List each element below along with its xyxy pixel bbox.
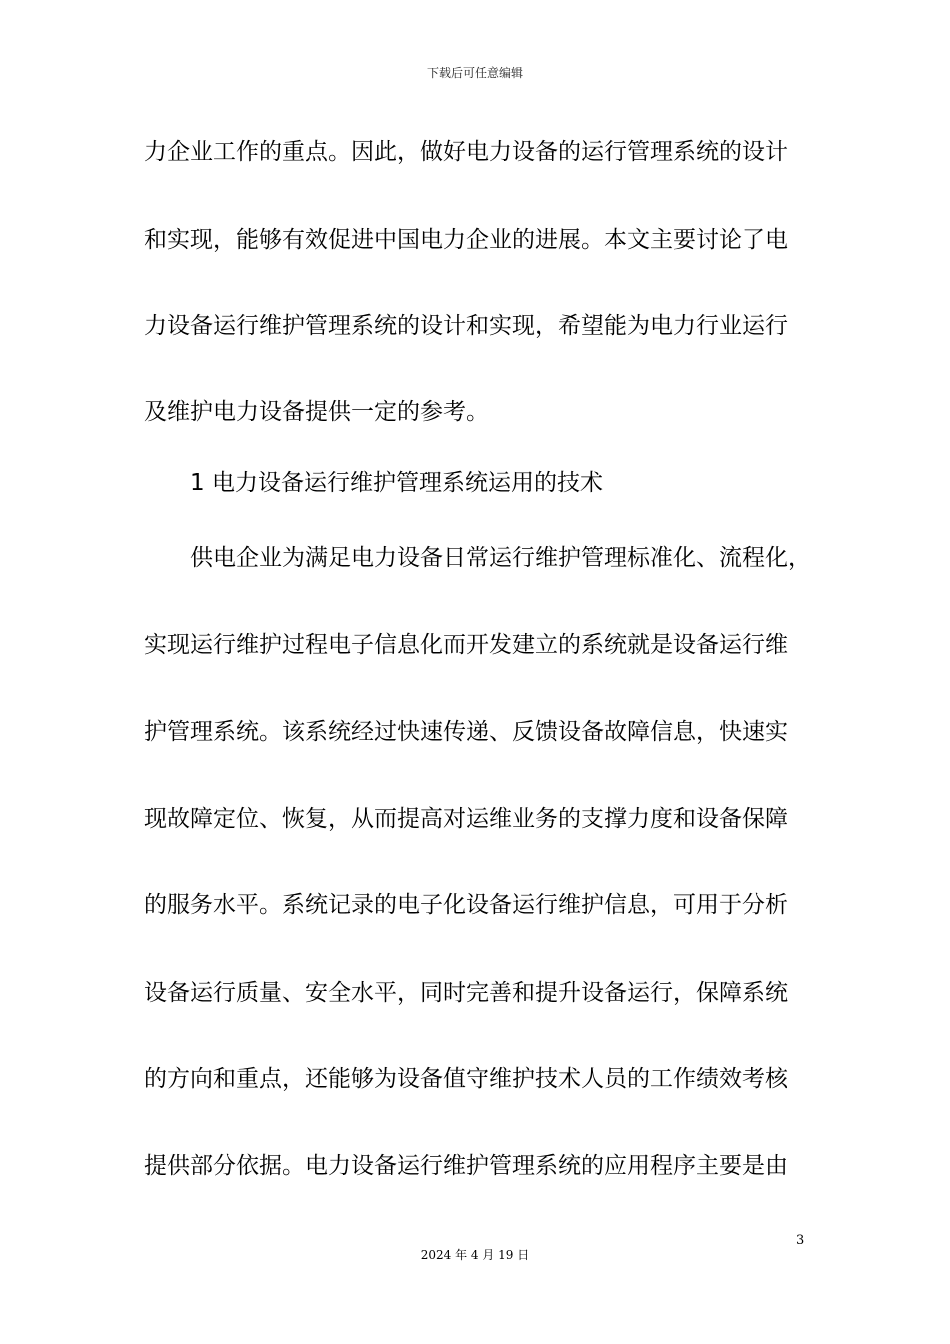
body-line-1: 力企业工作的重点。因此，做好电力设备的运行管理系统的设计: [144, 139, 788, 165]
body-line-10: 的服务水平。系统记录的电子化设备运行维护信息，可用于分析: [144, 892, 788, 918]
body-line-12: 的方向和重点，还能够为设备值守维护技术人员的工作绩效考核: [144, 1066, 788, 1092]
section-heading: 1 电力设备运行维护管理系统运用的技术: [190, 470, 603, 496]
body-line-3: 力设备运行维护管理系统的设计和实现，希望能为电力行业运行: [144, 313, 788, 339]
body-line-9: 现故障定位、恢复，从而提高对运维业务的支撑力度和设备保障: [144, 806, 788, 832]
footer-date: 2024 年 4 月 19 日: [420, 1248, 530, 1262]
body-line-13: 提供部分依据。电力设备运行维护管理系统的应用程序主要是由: [144, 1153, 788, 1179]
body-line-7: 实现运行维护过程电子信息化而开发建立的系统就是设备运行维: [144, 632, 788, 658]
body-line-4: 及维护电力设备提供一定的参考。: [144, 399, 489, 425]
body-line-11: 设备运行质量、安全水平，同时完善和提升设备运行，保障系统: [144, 980, 788, 1006]
page-number: 3: [796, 1233, 805, 1248]
body-line-8: 护管理系统。该系统经过快速传递、反馈设备故障信息，快速实: [144, 719, 788, 745]
body-line-2: 和实现，能够有效促进中国电力企业的进展。本文主要讨论了电: [144, 227, 788, 253]
body-line-6: 供电企业为满足电力设备日常运行维护管理标准化、流程化，: [190, 545, 811, 571]
page-header: 下载后可任意编辑: [426, 66, 523, 80]
